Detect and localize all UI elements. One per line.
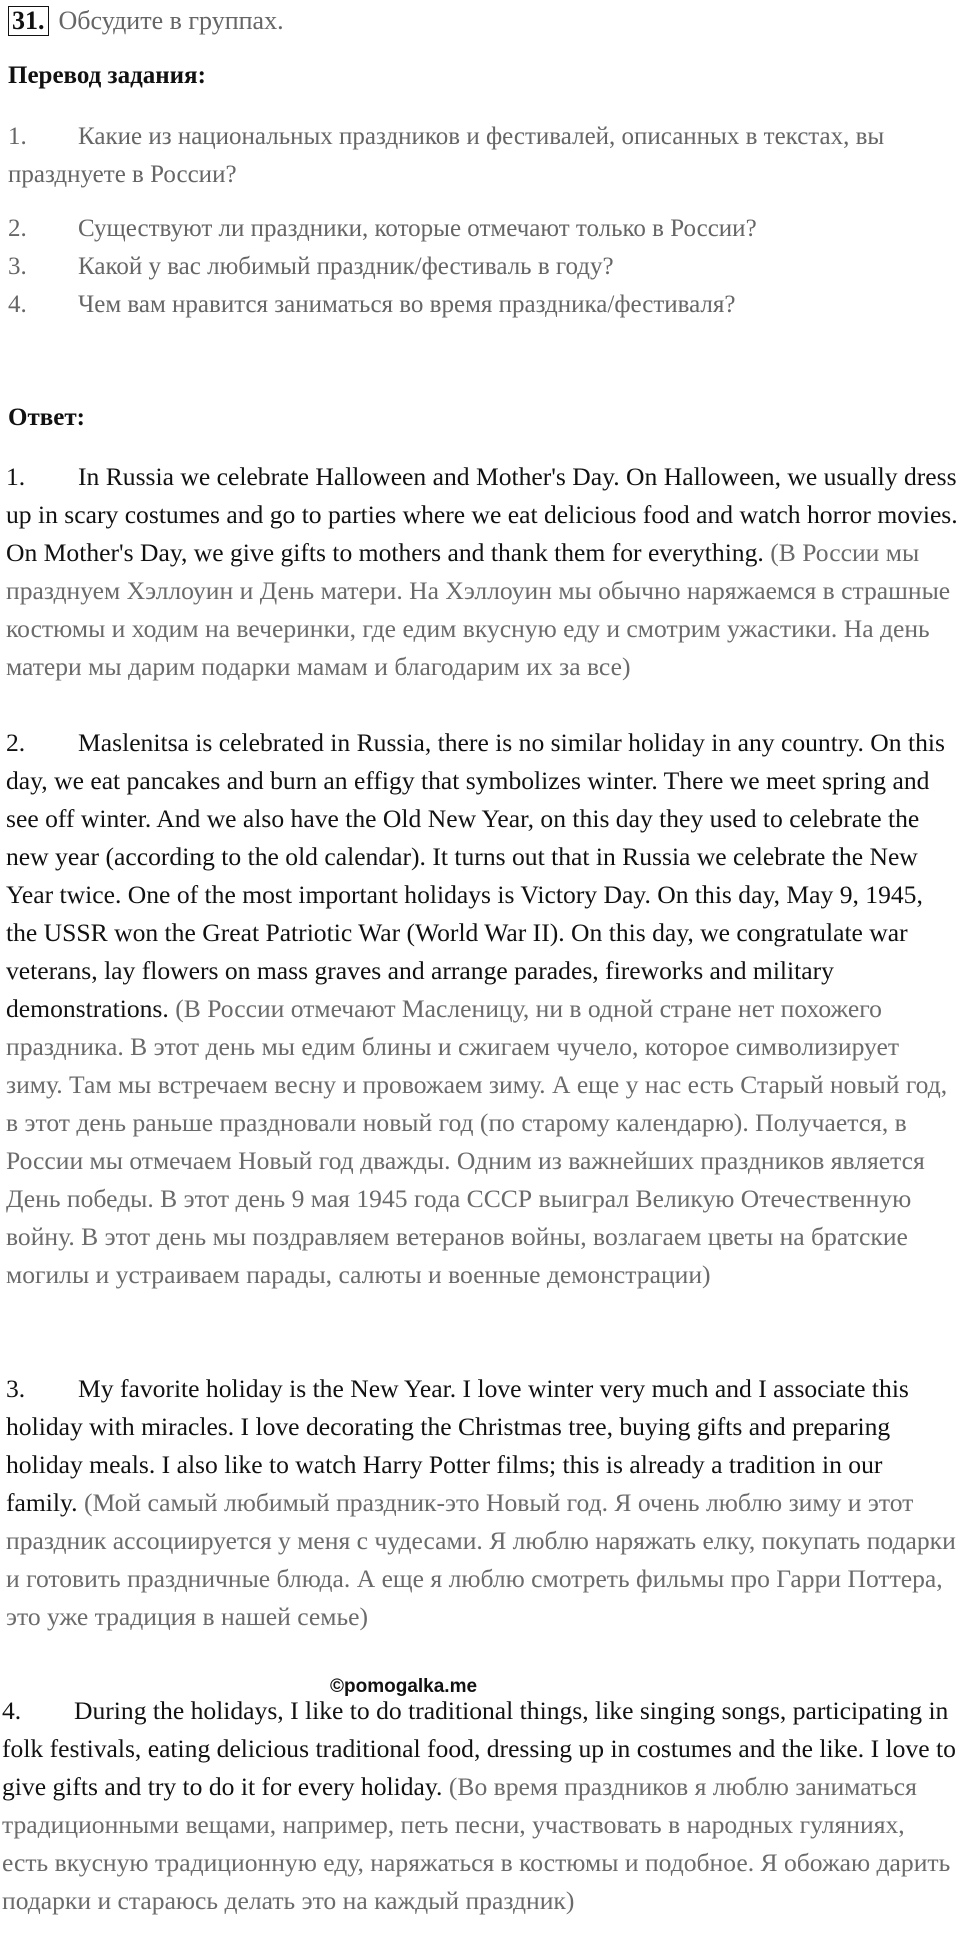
translation-item-2 — [8, 210, 958, 248]
answer-russian-translation: (В России отмечают Масленицу, ни в одной стране нет похожего праздника. В этот день мы едим блины и сжигаем чучело, которое символизирует зиму. Там мы встречаем весну и провожаем зиму. А еще у нас есть Старый новый год, в этот день раньше праздновали новый год (по старому календарю). Получается, в России мы отмечаем Новый год дважды. Одним из важнейших праздников является День победы. В этот день 9 мая 1945 года СССР выиграл Великую Отечественную войну. В этот день мы поздравляем ветеранов войны, возлагаем цветы на братские могилы и устраиваем парады, салюты и военные демонстрации) — [6, 994, 948, 1289]
answer-english-text: Maslenitsa is celebrated in Russia, there is no similar holiday in any country. On this day, we eat pancakes and burn an effigy that symbolizes winter. There we meet spring and see off winter. And we also have the Old New Year, on this day they used to celebrate the new year (according to the old calendar). It turns out that in Russia we celebrate the New Year twice. One of the most important holidays is Victory Day. On this day, May 9, 1945, the USSR won the Great Patriotic War (World War II). On this day, we congratulate war veterans, lay flowers on mass graves and arrange parades, fireworks and military demonstrations. — [6, 728, 945, 1023]
translation-item-text: Существуют ли праздники, которые отмечают только в России? — [78, 215, 757, 242]
translation-item-text: Какой у вас любимый праздник/фестиваль в году? — [78, 253, 614, 280]
answer-english-text: In Russia we celebrate Halloween and Mother's Day. On Halloween, we usually dress up in scary costumes and go to parties where we eat delicious food and watch horror movies. On Mother's Day, we give gifts to mothers and thank them for everything. — [6, 462, 958, 567]
translation-item-number: 3. — [8, 253, 27, 280]
answer-item-number: 2. — [6, 728, 26, 757]
answer-english-text: During the holidays, I like to do traditional things, like singing songs, participating in folk festivals, eating delicious traditional food, dressing up in costumes and the like. I love to give gifts and try to do it for every holiday. — [2, 1696, 956, 1801]
answer-item-number: 3. — [6, 1374, 26, 1403]
task-instruction: Обсудите в группах. — [58, 6, 284, 35]
task-number: 31. — [8, 6, 49, 36]
answer-item-number: 4. — [2, 1696, 22, 1725]
answer-russian-translation: (Мой самый любимый праздник-это Новый год. Я очень люблю зиму и этот праздник ассоциируется у меня с чудесами. Я люблю наряжать елку, покупать подарки и готовить праздничные блюда. А еще я люблю смотреть фильмы про Гарри Поттера, это уже традиция в нашей семье) — [6, 1488, 956, 1631]
task-header — [8, 4, 284, 38]
answer-item-3 — [6, 1370, 960, 1636]
watermark: ©pomogalka.me — [330, 1676, 478, 1697]
answer-russian-translation: (В России мы празднуем Хэллоуин и День матери. На Хэллоуин мы обычно наряжаемся в страшные костюмы и ходим на вечеринки, где едим вкусную еду и смотрим ужастики. На день матери мы дарим подарки мамам и благодарим их за все) — [6, 538, 951, 681]
answer-item-1 — [6, 458, 960, 686]
translation-item-4 — [8, 286, 958, 324]
translation-item-number: 2. — [8, 215, 27, 242]
translation-item-3 — [8, 248, 958, 286]
answer-english-text: My favorite holiday is the New Year. I love winter very much and I associate this holiday with miracles. I love decorating the Christmas tree, buying gifts and preparing holiday meals. I also like to watch Harry Potter films; this is already a tradition in our family. — [6, 1374, 909, 1517]
answer-russian-translation: (Во время праздников я люблю заниматься традиционными вещами, например, петь песни, участвовать в народных гуляниях, есть вкусную традиционную еду, наряжаться в костюмы и подобное. Я обожаю дарить подарки и стараюсь делать это на каждый праздник) — [2, 1772, 951, 1915]
translation-item-number: 1. — [8, 123, 27, 150]
answer-title: Ответ: — [8, 404, 85, 431]
translation-item-1 — [8, 118, 958, 194]
translation-item-text: Чем вам нравится заниматься во время праздника/фестиваля? — [78, 291, 736, 318]
answer-item-number: 1. — [6, 462, 26, 491]
answer-item-2 — [6, 724, 960, 1294]
translation-item-text: Какие из национальных праздников и фестивалей, описанных в текстах, вы празднуете в России? — [8, 123, 885, 188]
translation-item-number: 4. — [8, 291, 27, 318]
answer-item-4 — [2, 1692, 956, 1920]
translation-title: Перевод задания: — [8, 62, 206, 89]
